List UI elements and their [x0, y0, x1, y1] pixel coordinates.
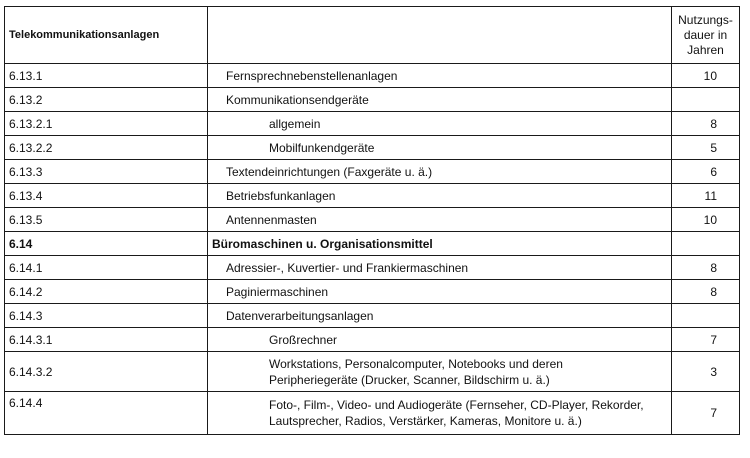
row-years: 10	[672, 64, 740, 88]
table-row	[5, 136, 740, 160]
row-code: 6.13.3	[5, 160, 208, 184]
row-years: 11	[672, 184, 740, 208]
row-text	[208, 392, 672, 435]
table-row	[5, 64, 740, 88]
depreciation-table	[4, 6, 740, 435]
row-code: 6.13.2	[5, 88, 208, 112]
row-text: Paginiermaschinen	[208, 280, 672, 304]
row-text-line1: Foto-, Film-, Video- und Audiogeräte (Fernseher, CD-Player, Rekorder,	[269, 398, 644, 412]
row-years	[672, 88, 740, 112]
row-code: 6.14	[5, 232, 208, 256]
row-text: Büromaschinen u. Organisationsmittel	[208, 232, 672, 256]
row-text: Datenverarbeitungsanlagen	[208, 304, 672, 328]
row-text-line2: Lautsprecher, Radios, Verstärker, Kameras, Monitore u. ä.)	[269, 414, 582, 428]
row-text: Mobilfunkendgeräte	[208, 136, 672, 160]
row-text-line2: Peripheriegeräte (Drucker, Scanner, Bildschirm u. ä.)	[269, 372, 550, 387]
row-text: Kommunikationsendgeräte	[208, 88, 672, 112]
table-row-section	[5, 232, 740, 256]
row-text: Textendeinrichtungen (Faxgeräte u. ä.)	[208, 160, 672, 184]
row-years: 5	[672, 136, 740, 160]
row-text: Großrechner	[208, 328, 672, 352]
table-row	[5, 160, 740, 184]
header-description	[208, 7, 672, 64]
row-years: 7	[672, 328, 740, 352]
row-text: Betriebsfunkanlagen	[208, 184, 672, 208]
table-row	[5, 112, 740, 136]
row-years	[672, 304, 740, 328]
row-text-line1: Workstations, Personalcomputer, Notebooks und deren	[269, 356, 563, 371]
row-years: 6	[672, 160, 740, 184]
table-row	[5, 88, 740, 112]
row-years: 3	[672, 352, 740, 392]
header-years	[672, 7, 740, 64]
header-years-line2: dauer in	[683, 27, 728, 42]
table-row	[5, 352, 740, 392]
row-years	[672, 232, 740, 256]
row-text: Adressier-, Kuvertier- und Frankiermaschinen	[208, 256, 672, 280]
row-years: 7	[672, 392, 740, 435]
table-row	[5, 280, 740, 304]
row-code: 6.13.2.1	[5, 112, 208, 136]
row-years: 10	[672, 208, 740, 232]
row-text: allgemein	[208, 112, 672, 136]
table-row	[5, 184, 740, 208]
row-code: 6.13.5	[5, 208, 208, 232]
row-code: 6.14.4	[5, 392, 208, 435]
row-text: Fernsprechnebenstellenanlagen	[208, 64, 672, 88]
row-code: 6.14.3	[5, 304, 208, 328]
table-row	[5, 256, 740, 280]
row-code: 6.13.1	[5, 64, 208, 88]
row-text	[208, 352, 672, 392]
row-text: Antennenmasten	[208, 208, 672, 232]
row-code: 6.13.4	[5, 184, 208, 208]
row-years: 8	[672, 256, 740, 280]
header-category: Telekommunikationsanlagen	[5, 7, 208, 64]
table-row	[5, 392, 740, 435]
header-years-line3: Jahren	[687, 42, 724, 57]
table-row	[5, 304, 740, 328]
row-code: 6.13.2.2	[5, 136, 208, 160]
row-years: 8	[672, 112, 740, 136]
row-code: 6.14.1	[5, 256, 208, 280]
depreciation-table-container	[4, 6, 740, 435]
row-code: 6.14.2	[5, 280, 208, 304]
table-row	[5, 208, 740, 232]
row-years: 8	[672, 280, 740, 304]
row-code: 6.14.3.2	[5, 352, 208, 392]
row-code: 6.14.3.1	[5, 328, 208, 352]
table-header-row	[5, 7, 740, 64]
table-row	[5, 328, 740, 352]
header-years-line1: Nutzungs-	[678, 12, 733, 27]
